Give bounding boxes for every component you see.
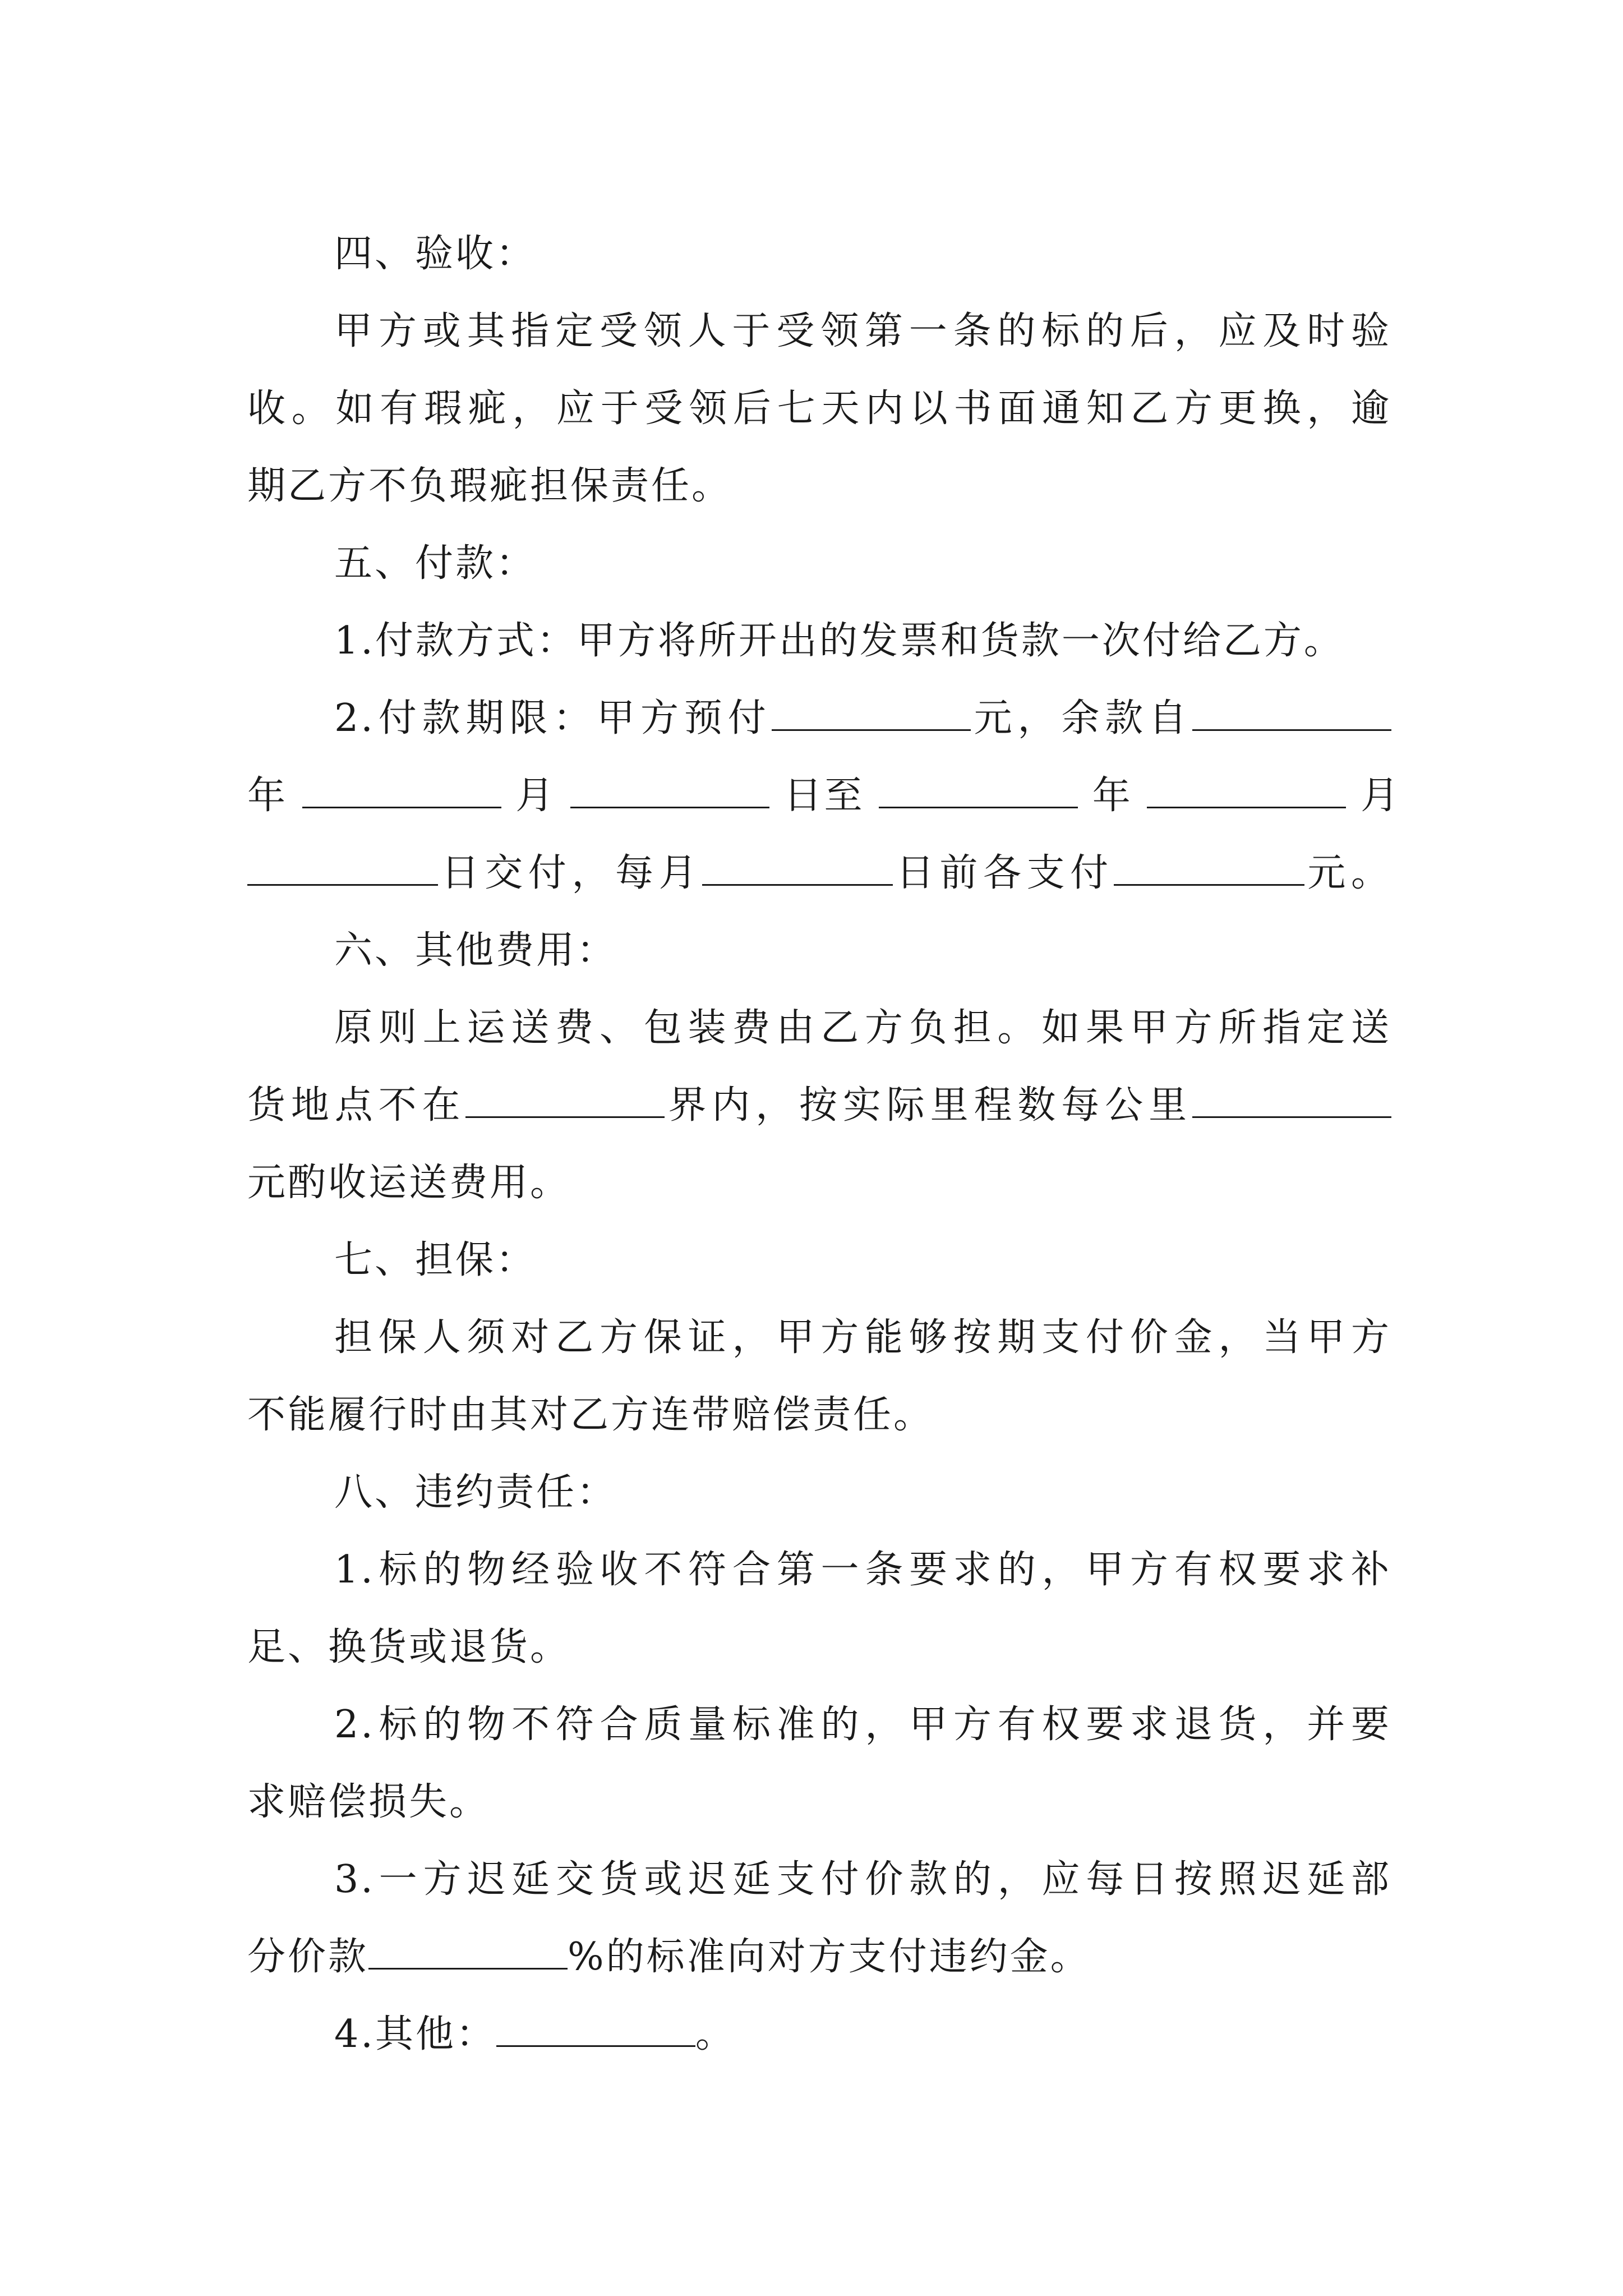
end-year-blank[interactable] (879, 773, 1078, 808)
payment-method-item: 1.付款方式：甲方将所开出的发票和货款一次付给乙方。 (334, 619, 1344, 663)
liability-item-1-cont: 足、换货或退货。 (247, 1625, 571, 1669)
text-fragment: 分价款 (247, 1935, 369, 1979)
liability-item-2-cont: 求赔偿损失。 (247, 1780, 490, 1824)
text-fragment: 日至 (783, 774, 865, 818)
text-fragment: 日交付，每月 (438, 851, 703, 895)
document-page (247, 215, 1401, 2073)
text-fragment: 月 (1361, 774, 1401, 818)
text-fragment: 月 (515, 774, 556, 818)
text-fragment: 货地点不在 (247, 1083, 466, 1128)
paragraph-line: 不能履行时由其对乙方连带赔偿责任。 (247, 1393, 934, 1437)
paragraph-line: 甲方或其指定受领人于受领第一条的标的后，应及时验 (334, 309, 1391, 353)
end-month-blank[interactable] (1147, 773, 1346, 808)
text-fragment: 界内，按实际里程数每公里 (665, 1083, 1192, 1128)
payment-term-line-1 (247, 680, 1391, 757)
text-fragment: 元。 (1304, 851, 1391, 895)
section-heading-payment: 五、付款： (334, 541, 537, 586)
paragraph-line (247, 1067, 1391, 1144)
balance-start-blank[interactable] (1192, 696, 1391, 731)
start-year-blank[interactable] (302, 773, 501, 808)
text-fragment: 4.其他： (334, 2012, 496, 2056)
monthly-day-blank[interactable] (702, 850, 893, 886)
start-month-blank[interactable] (570, 773, 769, 808)
payment-term-line-3 (247, 835, 1391, 912)
text-fragment: 年 (247, 774, 288, 818)
section-heading-liability: 八、违约责任： (334, 1470, 617, 1515)
liability-item-1: 1.标的物经验收不符合第一条要求的，甲方有权要求补 (334, 1548, 1391, 1592)
delivery-area-blank[interactable] (465, 1083, 665, 1118)
monthly-amount-blank[interactable] (1114, 850, 1304, 886)
section-heading-acceptance: 四、验收： (334, 232, 537, 276)
section-heading-guarantee: 七、担保： (334, 1238, 537, 1282)
prepay-amount-blank[interactable] (772, 696, 971, 731)
text-fragment: 。 (695, 2012, 736, 2056)
penalty-rate-blank[interactable] (368, 1934, 568, 1970)
per-km-fee-blank[interactable] (1192, 1083, 1391, 1118)
paragraph-line: 原则上运送费、包装费由乙方负担。如果甲方所指定送 (334, 1006, 1391, 1050)
paragraph-line: 元酌收运送费用。 (247, 1161, 571, 1205)
text-fragment: 日前各支付 (893, 851, 1114, 895)
paragraph-line: 期乙方不负瑕疵担保责任。 (247, 464, 732, 508)
payment-term-line-2 (247, 757, 1401, 835)
text-fragment: %的标准向对方支付违约金。 (568, 1935, 1091, 1979)
other-terms-blank[interactable] (496, 2012, 695, 2047)
payment-term-label: 2.付款期限：甲方预付 (334, 696, 772, 740)
liability-item-2: 2.标的物不符合质量标准的，甲方有权要求退货，并要 (334, 1703, 1391, 1747)
text-fragment: 元，余款自 (970, 696, 1192, 740)
paragraph-line: 收。如有瑕疵，应于受领后七天内以书面通知乙方更换，逾 (247, 386, 1391, 431)
liability-item-4 (247, 1996, 1391, 2073)
liability-item-3-cont (247, 1918, 1391, 1996)
end-day-blank[interactable] (247, 850, 438, 886)
section-heading-other-fees: 六、其他费用： (334, 928, 617, 973)
text-fragment: 年 (1092, 774, 1133, 818)
liability-item-3: 3.一方迟延交货或迟延支付价款的，应每日按照迟延部 (334, 1857, 1391, 1902)
paragraph-line: 担保人须对乙方保证，甲方能够按期支付价金，当甲方 (334, 1315, 1391, 1360)
